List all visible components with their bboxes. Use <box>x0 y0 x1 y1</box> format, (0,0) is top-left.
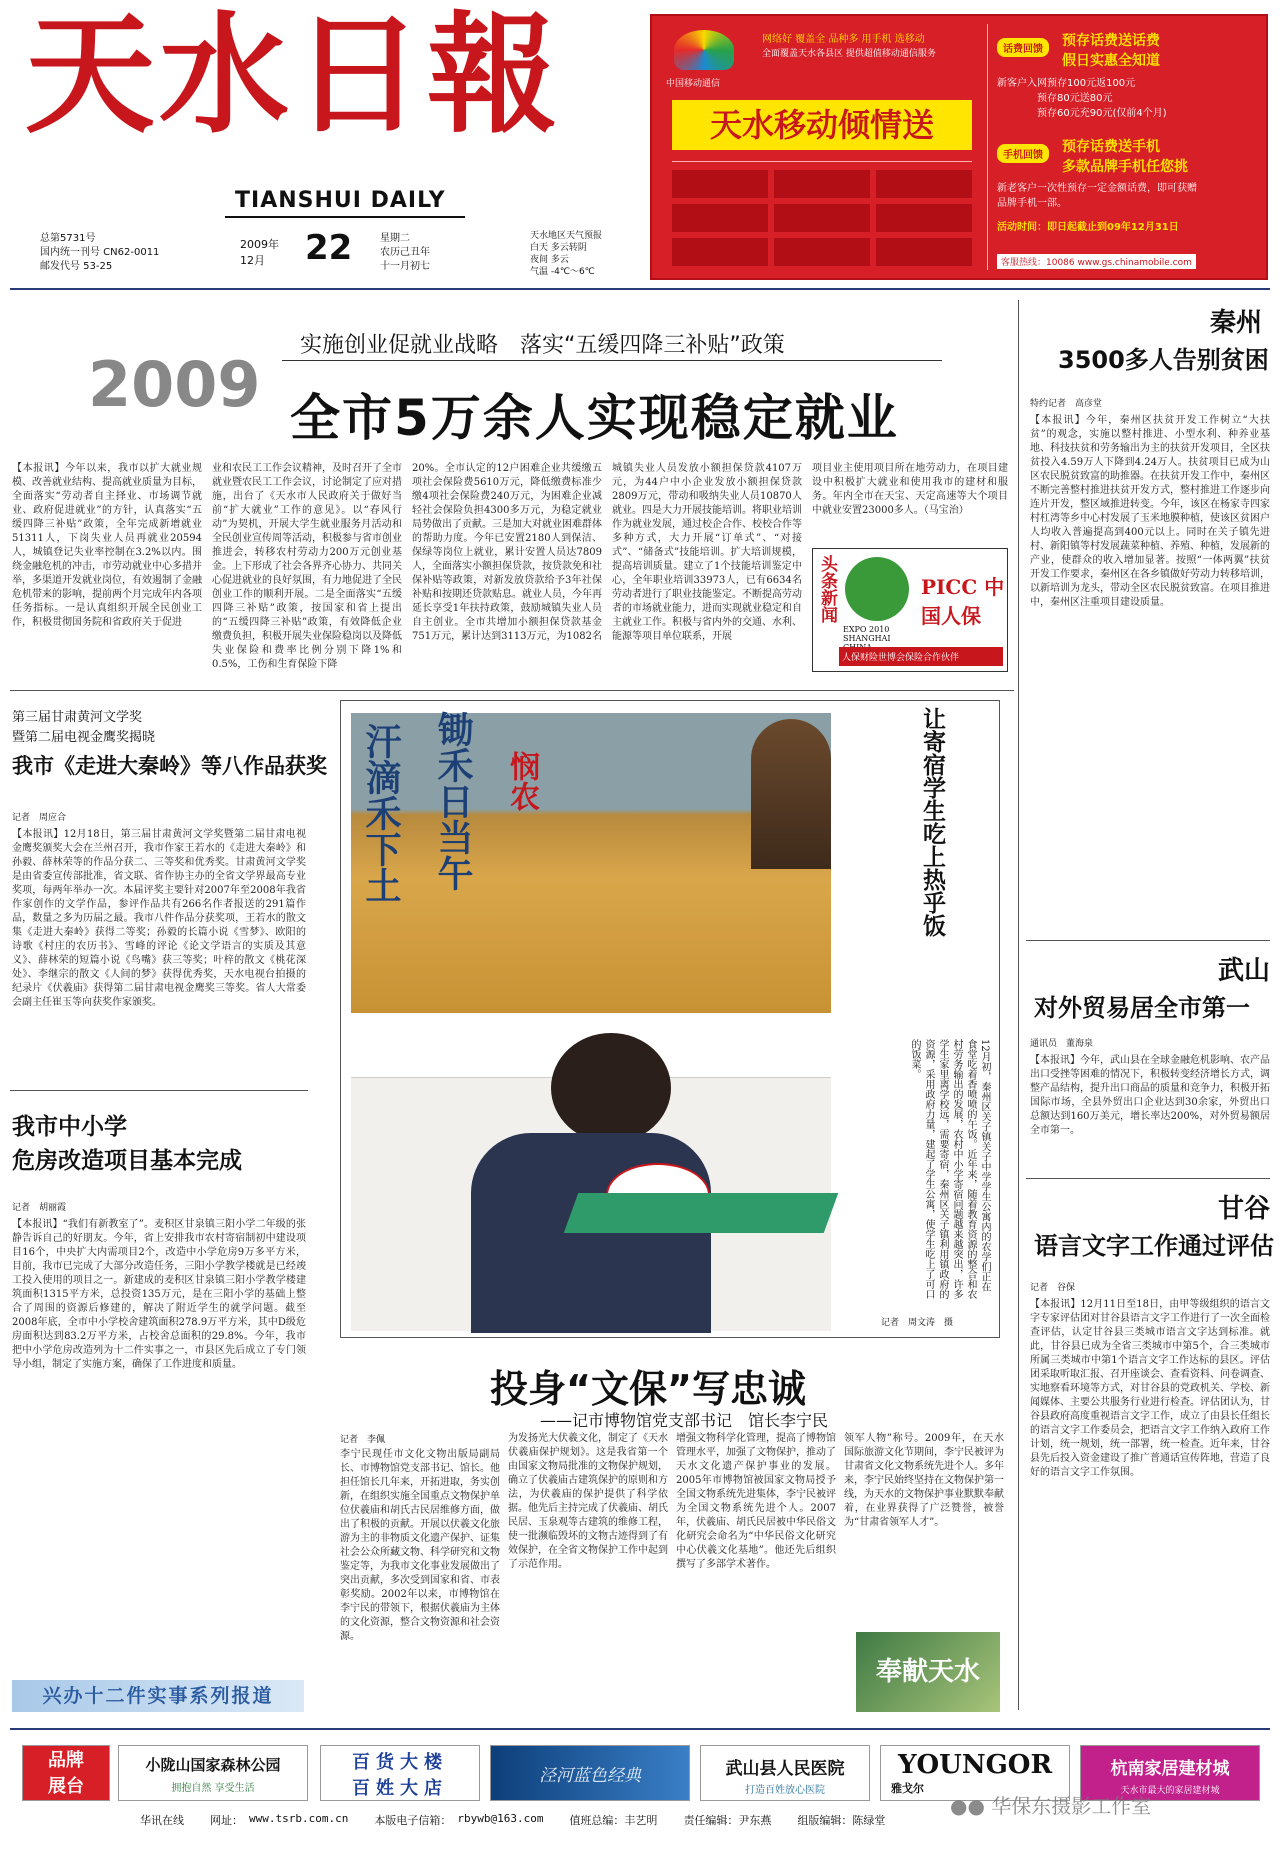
ad-phone-item <box>774 204 870 232</box>
left-divider <box>10 1090 308 1091</box>
ad-divider <box>987 24 988 270</box>
footer-web[interactable]: www.tsrb.com.cn <box>249 1812 349 1825</box>
museum-col-3: 增强文物科学化管理，提高了博物馆管理水平，加强了文物保护，推动了天水文化遗产保护事业的发展。2005年市博物馆被国家文物局授予全国文物系统先进集体，李宁民被评为全国文物系统先进个人。2007年，伏羲庙、胡氏民居被中华民俗文化研究会命名为“中华民俗文化研究中心伏羲文化基地”。他还先后组织撰写了多部学术著作。 <box>676 1433 836 1570</box>
picc-brand: PICC 中国人保 <box>921 575 1005 628</box>
gangu-headline: 语言文字工作通过评估 <box>1034 1232 1274 1260</box>
lead-body-col-5: 项目业主使用项目所在地劳动力，在项目建设中积极扩大就业和使用我市的建材和服务。年内全市在天宝、天定高速等大个项目中就业安置23000多人。（马宝治） <box>812 463 1008 516</box>
green-table-image <box>564 1193 839 1233</box>
footer-designer: 组版编辑：陈绿堂 <box>797 1814 886 1827</box>
photo-credit: 记者 周文涛 摄 <box>881 1318 954 1328</box>
ad-top-line-2: 全面覆盖天水各县区 提供超值移动通信服务 <box>762 49 936 59</box>
hospital-ad[interactable] <box>700 1745 870 1801</box>
school-byline: 记者 胡丽霞 <box>12 1203 67 1213</box>
footer-email-label: 本版电子信箱： <box>374 1814 452 1827</box>
picc-slogan: 人保财险世博会保险合作伙伴 <box>839 647 1003 666</box>
ad-top-line: 网络好 覆盖全 品种多 用手机 选移动 <box>762 34 925 45</box>
footer-tag-line-2: 展台 <box>48 1776 84 1797</box>
gangu-body: 【本报讯】12月11日至18日，由甲等级组织的语言文字专家评估团对甘谷县语言文字工作进行了一次全面检查评估，认定甘谷县三类城市语言文字达到标准。就此，甘谷县已成为全省三类城市中第5个，合三类城市所属三类城市中第1个语言文字工作达标的县区。评估团采取听取汇报、召开座谈会、查看资料、问卷调查、实地察看环境等方式，对甘谷县的党政机关、学校、新闻媒体、主要公共服务行业进行检查。评估团认为，甘谷县政府高度重视语言文字工作，成立了由县长任组长的语言文字工作委员会，把语言文字工作纳入政府工作计划，统一规划，统一部署，统一检查。近年来，甘谷县先后投入资金建设了推广普通话宣传阵地，营造了良好的语言文字工作氛围。 <box>1030 1299 1270 1478</box>
poem-col-3: 汗滴禾下土 <box>360 723 402 903</box>
footer-chief-editor: 值班总编：丰艺明 <box>569 1814 658 1827</box>
postal-code: 邮发代号 53-25 <box>40 261 113 272</box>
date-month: 12月 <box>240 254 265 267</box>
jinghe-ad[interactable] <box>490 1745 690 1801</box>
footer-web-label: 网址： <box>210 1814 243 1827</box>
ad-phone-item <box>672 204 768 232</box>
issn: 国内统一刊号 CN62-0011 <box>40 247 160 258</box>
lunar-day: 十一月初七 <box>380 261 430 272</box>
lead-body-col-4: 城镇失业人员发放小额担保贷款4107万元，为44户中小企业发放小额担保贷款2809万元，带动和吸纳失业人员10870人就业。四是大力开展技能培训。将职业培训作为就业发展，通过校企合作、校校合作等多种方式，大力开展“订单式”、“对接式”、“储备式”技能培训。扩大培训规模，提高培训质量。建立了1个技能培训鉴定中心，全年职业培训33973人，已有6634名劳动者进行了职业技能鉴定。不断提高劳动者的市场就业能力，进而实现就业稳定和自主就业工作。积极与省内外的交通、水利、能源等项目单位联系，开展 <box>612 463 802 642</box>
ad-right-line: 品牌手机一部。 <box>997 198 1067 209</box>
footer-site-label: 华讯在线 <box>140 1814 184 1827</box>
date-year-month <box>240 236 279 268</box>
forest-park-slogan: 拥抱自然 享受生活 <box>171 1783 255 1794</box>
weekday-label: 星期二 <box>380 233 410 244</box>
gangu-region: 甘谷 <box>1218 1194 1271 1224</box>
department-store-line-1: 百货大楼 <box>352 1752 448 1773</box>
photo-caption: 12月初，秦州区关子镇关子中学学生公寓内的农学们正在食堂吃着香喷喷的午饭。近年来，随着教育资源的整合和农村劳务输出的发展，农村中小学寄宿问题越来越突出，许多学生家里离学校远，需要寄宿，秦州区关子镇利用镇政府的资源，采用政府力量，建起了学生公寓，使学生吃上了可口的饭菜。 <box>909 1039 990 1299</box>
ad-promo-line: 预存60元充90元(仅前4个月) <box>1037 108 1167 119</box>
photo-feature <box>340 700 1000 1338</box>
lead-bottom-rule <box>10 690 1014 691</box>
expo-logo-icon <box>845 557 909 621</box>
ad-right-line: 新老客户一次性预存一定金额话费，即可获赠 <box>997 183 1197 194</box>
wushan-body: 【本报讯】今年，武山县在全球金融危机影响、农产品出口受挫等困难的情况下，积极转变经济增长方式，调整产品结构，提升出口商品的质量和竞争力，积极开拓国际市场，全县外贸出口企业达到30余家，外贸出口总额达到160万美元，增长率达200%，对外贸易额居全市第一。 <box>1030 1055 1270 1136</box>
masthead-divider <box>10 288 1270 290</box>
date-year: 2009年 <box>240 238 279 251</box>
footer-email[interactable]: rbywb@163.com <box>457 1812 544 1825</box>
school-headline-1: 我市中小学 <box>12 1114 127 1140</box>
ad-right-head-4: 多款品牌手机任您挑 <box>1062 159 1188 175</box>
ad-period: 活动时间：即日起截止到09年12月31日 <box>997 222 1179 233</box>
hospital-name: 武山县人民医院 <box>725 1759 845 1779</box>
qinzhou-byline: 特约记者 高彦堂 <box>1030 399 1103 409</box>
museum-col-4: 领军人物”称号。2009年，在天水国际旅游文化节期间，李宁民被评为甘肃省文化文物系统先进个人。多年来，李宁民始终坚持在文物保护第一线，为天水的文物保护事业默默奉献着，在业界获得了广泛赞誉，被誉为“甘肃省领军人才”。 <box>844 1433 1004 1528</box>
wushan-headline: 对外贸易居全市第一 <box>1034 994 1250 1022</box>
student-jacket-image <box>471 1133 711 1333</box>
award-kicker-1: 第三届甘肃黄河文学奖 <box>12 710 143 725</box>
wechat-icon: ●● <box>950 1794 985 1818</box>
home-building-name: 杭南家居建材城 <box>1110 1759 1230 1779</box>
department-store-line-2: 百姓大店 <box>352 1778 448 1799</box>
lead-headline: 全市5万余人实现稳定就业 <box>290 389 899 447</box>
ad-phone-item <box>774 170 870 198</box>
ad-phone-grid <box>672 161 972 277</box>
ad-headline-tag: 头条新闻 <box>817 555 837 623</box>
lead-year-mark: 2009 <box>88 348 261 421</box>
award-kicker-2: 暨第二届电视金鹰奖揭晓 <box>12 730 156 745</box>
brand-showcase-tag <box>22 1745 110 1801</box>
footer-editor: 责任编辑：尹东燕 <box>683 1814 772 1827</box>
farmer-figure-image <box>751 719 831 869</box>
expo-text: EXPO 2010 SHANGHAI <box>843 625 891 643</box>
wushan-byline: 通讯员 董海泉 <box>1030 1039 1094 1049</box>
ad-promo-line: 新客户入网预存100元返100元 <box>997 78 1136 89</box>
ad-right-head-1: 预存话费送话费 <box>1062 33 1160 49</box>
ad-tag-1: 话费回馈 <box>997 38 1049 57</box>
top-advertisement[interactable] <box>650 14 1268 280</box>
youngor-brand: YOUNGOR <box>897 1750 1053 1780</box>
date-weekday <box>380 232 430 274</box>
right-divider-2 <box>1026 1178 1270 1179</box>
lead-kicker-rule <box>282 360 942 361</box>
ad-phone-item <box>774 238 870 266</box>
weather-title: 天水地区天气预报 <box>530 231 603 241</box>
ad-phone-item <box>876 238 972 266</box>
museum-col-2: 为发扬光大伏羲文化，制定了《天水伏羲庙保护规划》。这是我省第一个由国家文物局批准的文物保护规划，确立了伏羲庙古建筑保护的原则和方法，为伏羲庙的保护提供了科学依据。他先后主持完成了伏羲庙、胡氏民居、玉泉观等古建筑的维修工程，使一批濒临毁坏的文物古迹得到了有效保护，在全省文物保护工作中起到了示范作用。 <box>508 1433 668 1570</box>
ad-phone-item <box>672 238 768 266</box>
watermark-text: 华保东摄影工作室 <box>991 1794 1152 1818</box>
school-body: 【本报讯】“我们有新教室了”。麦积区甘泉镇三阳小学二年级的张静告诉自己的好朋友。今年，省上安排我市农村寄宿制初中建设项目16个，中央扩大内需项目2个，改造中小学危房9万多平方米，目前，我市已完成了大部分改造任务，三阳小学教学楼就是已经竣工投入使用的项目之一。新建成的麦积区甘泉镇三阳小学教学楼建筑面积1315平方米，总投资135万元，是在三阳小学的基础上整合了周围的资源后修建的，解决了附近学生的就学问题。截至2008年底，全市中小学校舍建筑面积278.9万平方米，其中D级危房面积达到83.2万平方米，占校舍总面积的29.8%。今年，我市把中小学危房改造列为十二件实事之一，市县区先后成立了专门领导小组，制定了实施方案，确保了工作进度和质量。 <box>12 1219 306 1370</box>
watermark <box>950 1790 1151 1819</box>
lead-body-col-1: 【本报讯】今年以来，我市以扩大就业规模、改善就业结构、提高就业质量为目标，全面落实“劳动者自主择业、市场调节就业、政府促进就业”的方针，认真落实“五缓四降三补贴”政策，全年完成新增就业51311人，下岗失业人员再就业20594人，城镇登记失业率控制在3.2%以内。围绕金融危机的冲击，市劳动就业中心多措并举，多渠道开发就业岗位，有效遏制了金融危机带来的影响，提前两个月完成年内各项任务指标。一是认真组织开展全民创业工作，积极贯彻国务院和省政府关于促进 <box>12 463 202 628</box>
ad-logo-text: 中国移动通信 <box>666 79 721 89</box>
masthead-rule <box>225 216 465 218</box>
weather-night: 夜间 多云 <box>530 255 569 265</box>
date-day: 22 <box>305 228 353 268</box>
ad-promo-line: 预存80元送80元 <box>1037 93 1113 104</box>
ad-phone-item <box>876 204 972 232</box>
ad-right-lines <box>997 181 1197 211</box>
ad-slogan: 天水移动倾情送 <box>672 100 972 150</box>
museum-subhead: ——记市博物馆党支部书记 馆长李宁民 <box>540 1411 829 1430</box>
weather-day: 白天 多云转阴 <box>530 243 587 253</box>
ad-promo-lines <box>997 76 1167 121</box>
student-photo <box>351 1013 831 1331</box>
china-mobile-logo-icon <box>674 30 734 70</box>
ad-hotline: 客服热线：10086 www.gs.chinamobile.com <box>997 254 1196 269</box>
photo-headline: 让寄宿学生吃上热乎饭 <box>919 707 946 937</box>
youngor-cn: 雅戈尔 <box>891 1782 924 1795</box>
ad-right-head-2: 假日实惠全知道 <box>1062 53 1160 69</box>
masthead-english-title: TIANSHUI DAILY <box>235 188 446 213</box>
poem-col-2: 锄禾日当午 <box>432 711 474 891</box>
poem-title: 悯农 <box>504 751 539 811</box>
lead-kicker: 实施创业促就业战略 落实“五缓四降三补贴”政策 <box>300 333 785 358</box>
gangu-byline: 记者 谷保 <box>1030 1283 1076 1293</box>
hospital-slogan: 打造百姓放心医院 <box>745 1785 825 1796</box>
footer-rule <box>10 1728 1270 1730</box>
issue-number: 总第5731号 <box>40 233 96 244</box>
lead-body-col-3: 20%。全市认定的12户困难企业共缓缴五项社会保险费5610万元，降低缴费标准少缴4项社会保险费240万元，为困难企业减轻社会保险负担4300多万元，为稳定就业局势做出了贡献。三是加大对就业困难群体的帮助力度。今年已安置2180人到保洁、保绿等岗位上就业，累计安置人员达7809人，全面落实小额担保贷款，按贷款免和社保补贴等政策，对新发放贷款给予3年社保补贴和按期还贷款贴息。就业人员，今年再延长享受1年扶持政策，鼓励城镇失业人员自主创业。全市共增加小额担保贷款基金751万元，累计达到3113万元，为1082名 <box>412 463 602 642</box>
museum-col-1: 李宁民现任市文化文物出版局副局长、市博物馆党支部书记、馆长。他担任馆长几年来，开拓进取，务实创新，在组织实施全国重点文物保护单位伏羲庙和胡氏古民居维修方面，做出了积极的贡献。开展以伏羲文化旅游为主的非物质文化遗产保护、证集社会公众所藏文物、科学研究和文物鉴定等，为我市文化事业发展做出了突出贡献，多次受到国家和省、市表彰奖励。2002年以来，市博物馆在李宁民的带领下，根据伏羲庙为主体的文化资源，整合文物资源和社会资源。 <box>340 1449 500 1642</box>
lead-body-col-2: 业和农民工工作会议精神，及时召开了全市就业暨农民工工作会议，讨论制定了应对措施，出台了《天水市人民政府关于做好当前“扩大就业”工作的意见》。以“春风行动”为契机，开展大学生就业服务月活动和全民创业宣传周等活动，积极参与省市创业推进会，转移农村劳动力200万元创业基金。上下形成了社会各界齐心协力、共同关心促进就业的良好氛围，有力地促进了全民创业工作的顺利开展。二是全面落实“五缓四降三补贴”政策，按国家和省上提出的“五缓四降三补贴”政策，有效降低企业缴费负担，积极开展失业保险稳岗以及降低失业保险和费率比例分别下降1%和0.5%，工伤和生育保险下降 <box>212 463 402 670</box>
weather-forecast <box>530 230 602 278</box>
ad-phone-item <box>672 170 768 198</box>
ad-phone-item <box>876 170 972 198</box>
student-head-image <box>551 1033 671 1143</box>
dedication-ad[interactable]: 奉献天水 <box>856 1632 1000 1712</box>
right-divider-1 <box>1026 940 1270 941</box>
weather-temp: 气温 -4℃～6℃ <box>530 267 595 277</box>
forest-park-name: 小陇山国家森林公园 <box>145 1756 281 1774</box>
series-banner: 兴办十二件实事系列报道 <box>12 1680 304 1712</box>
masthead-title: 天水日報 <box>25 0 562 151</box>
expo-picc-ad[interactable] <box>812 548 1008 672</box>
school-headline-2: 危房改造项目基本完成 <box>12 1148 242 1174</box>
wushan-region: 武山 <box>1218 956 1271 986</box>
museum-byline: 记者 李佩 <box>340 1435 386 1445</box>
museum-headline: 投身“文保”写忠诚 <box>490 1367 806 1411</box>
footer-tag-line-1: 品牌 <box>48 1750 84 1771</box>
qinzhou-region: 秦州 <box>1210 308 1263 338</box>
qinzhou-body: 【本报讯】今年，秦州区扶贫开发工作树立“大扶贫”的观念，实施以整村推进、小型水利、种养业基地、科技扶贫和劳务输出为主的扶贫开发项目，全区扶贫投入4.59万人下降到4.24万人。扶贫项目已成为山区农民脱贫致富的助推器。在扶贫开发工作中，秦州区不断完善整村推进扶贫开发方式，整村推进工作逐步向连片开发，整区域推进转变。今年，该区在杨家寺四家村杠湾等乡中心村发展了玉米地膜种植，使该区贫困户人均收入普遍提高到400元以上。同时在关子镇先进村、新阳镇等村发展蔬菜种植、养殖、种植，发展新的产业，使群众的收入增加显著。按照“一体两翼”扶贫开发工作要求，秦州区在各乡镇做好劳动力转移培训，以新培训为龙头，带动全区农民脱贫致富。在项目推进中，秦州区注重项目建设质量。 <box>1030 415 1270 608</box>
ad-tag-2: 手机回馈 <box>997 144 1049 163</box>
award-body: 【本报讯】12月18日，第三届甘肃黄河文学奖暨第二届甘肃电视金鹰奖颁奖大会在兰州召开，我市作家王若水的《走进大秦岭》和孙毅、薛林荣等的作品分获二、三等奖和优秀奖。甘肃黄河文学奖是由省委宣传部批准，省文联、省作协主办的全省文学界最高专业奖项，每两年举办一次。本届评奖主要针对2007年至2008年我省作家创作的文学作品，参评作品共有266名作者报送的291篇作品，数量之多为历届之最。我市八件作品分获奖项，王若水的散文集《走进大秦岭》获得二等奖；孙毅的长篇小说《雪梦》、欧阳的诗歌《村庄的农历书》、雪峰的评论《论文学语言的实质及其意义》、薛林荣的短篇小说《鸟嘴》获三等奖；叶梓的散文《桃花深处》、李继宗的散文《人间的梦》获得优秀奖，天水电视台拍摄的纪录片《伏羲庙》获得第二届甘肃电视金鹰奖三等奖。省人大常委会副主任崔玉等向获奖作家颁奖。 <box>12 829 306 1008</box>
department-store-ad[interactable] <box>320 1745 480 1801</box>
forest-park-ad[interactable] <box>118 1745 308 1801</box>
award-byline: 记者 周应合 <box>12 813 67 823</box>
issue-info <box>40 232 159 274</box>
home-building-slogan: 天水市最大的家居建材城 <box>1120 1786 1220 1796</box>
qinzhou-headline: 3500多人告别贫困 <box>1058 346 1269 374</box>
jinghe-name: 泾河蓝色经典 <box>539 1766 641 1786</box>
lunar-year: 农历己丑年 <box>380 247 430 258</box>
award-headline: 我市《走进大秦岭》等八作品获奖 <box>12 754 327 778</box>
ad-right-head-3: 预存话费送手机 <box>1062 139 1160 155</box>
right-column-divider <box>1018 300 1019 1710</box>
